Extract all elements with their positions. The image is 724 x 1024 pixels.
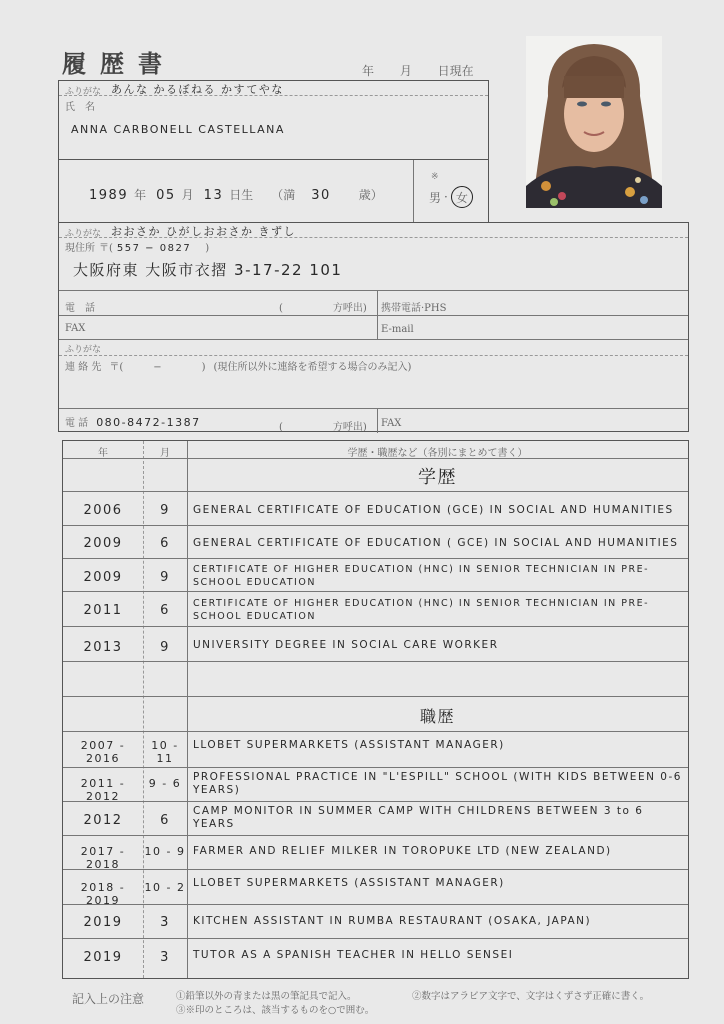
edu-text[interactable]: GENERAL CERTIFICATE OF EDUCATION (GCE) IN SOCIAL AND HUMANITIES [193, 504, 674, 516]
education-heading: 学歴 [418, 467, 457, 488]
fax-label: FAX [65, 323, 86, 334]
address-contact-section [58, 222, 689, 432]
work-year[interactable]: 2012 [83, 813, 123, 828]
alt-phone-call-label: ( 方呼出) [279, 422, 367, 433]
alt-phone-label: 電 話 [65, 418, 89, 429]
birth-day[interactable]: 13 [203, 188, 224, 203]
edu-text[interactable]: GENERAL CERTIFICATE OF EDUCATION ( GCE) IN SOCIAL AND HUMANITIES [193, 537, 679, 549]
work-text[interactable]: PROFESSIONAL PRACTICE IN "L'ESPILL" SCHOOL (WITH KIDS BETWEEN 0-6 YEARS) [193, 771, 682, 796]
work-month[interactable]: 10 - 9 [144, 845, 186, 858]
edu-month[interactable]: 9 [160, 570, 170, 585]
gender-female-circled[interactable]: 女 [451, 186, 473, 208]
work-text[interactable]: CAMP MONITOR IN SUMMER CAMP WITH CHILDRENS BETWEEN 3 to 6 YEARS [193, 805, 644, 830]
work-text[interactable]: LLOBET SUPERMARKETS (ASSISTANT MANAGER) [193, 877, 505, 889]
day-label: 日生 [229, 188, 254, 202]
work-year[interactable]: 2019 [83, 915, 123, 930]
edu-year[interactable]: 2009 [83, 570, 123, 585]
age-value[interactable]: 30 [311, 188, 331, 203]
year-label: 年 [134, 188, 147, 202]
required-mark: ※ [431, 172, 439, 182]
work-year[interactable]: 2011 - 2012 [80, 777, 126, 803]
birth-section [58, 159, 489, 223]
history-table [62, 440, 689, 979]
date-current-label: 年 月 日現在 [362, 64, 474, 78]
alt-contact-label: 連 絡 先 [65, 362, 102, 373]
age-close-label: 歳） [358, 188, 383, 202]
postal-close: ) [205, 243, 210, 254]
name-section [58, 80, 489, 160]
postal-code[interactable]: 557 − 0827 [116, 243, 192, 254]
note-1: ①鉛筆以外の青または黒の筆記具で記入。 [176, 991, 357, 1002]
name-furigana-value[interactable]: あんな かるぼねる かすてやな [111, 83, 284, 96]
col-desc-header: 学歴・職歴など（各別にまとめて書く） [347, 448, 528, 459]
col-month-header: 月 [160, 448, 170, 459]
note-3: ③※印のところは、該当するものを○で囲む。 [176, 1005, 375, 1016]
gender-male[interactable]: 男 [429, 190, 442, 205]
edu-year[interactable]: 2013 [83, 640, 123, 655]
work-year[interactable]: 2017 - 2018 [80, 845, 126, 871]
note-2: ②数字はアラビア文字で、文字はくずさず正確に書く。 [412, 991, 650, 1002]
work-month[interactable]: 9 - 6 [148, 777, 182, 790]
page-title: 履歴書 [62, 49, 176, 78]
work-month[interactable]: 3 [160, 950, 170, 965]
birth-month[interactable]: 05 [156, 188, 176, 203]
edu-text[interactable]: CERTIFICATE OF HIGHER EDUCATION (HNC) IN SENIOR TECHNICIAN IN PRE- SCHOOL EDUCATION [193, 564, 650, 588]
edu-year[interactable]: 2011 [83, 603, 123, 618]
phone-label: 電 話 [65, 303, 95, 314]
age-open-label: （満 [271, 188, 296, 202]
address-label: 現住所 [65, 243, 95, 254]
applicant-photo [526, 36, 662, 208]
work-text[interactable]: TUTOR AS A SPANISH TEACHER IN HELLO SENSEI [193, 949, 514, 961]
address-furigana-label: ふりがな [65, 229, 102, 239]
work-year[interactable]: 2018 - 2019 [80, 881, 126, 907]
work-text[interactable]: FARMER AND RELIEF MILKER IN TOROPUKE LTD (NEW ZEALAND) [193, 845, 612, 857]
work-heading: 職歴 [419, 707, 455, 726]
work-month[interactable]: 6 [160, 813, 170, 828]
edu-text[interactable]: UNIVERSITY DEGREE IN SOCIAL CARE WORKER [193, 639, 499, 651]
work-month[interactable]: 3 [160, 915, 170, 930]
name-value[interactable]: ANNA CARBONELL CASTELLANA [71, 123, 285, 136]
work-text[interactable]: LLOBET SUPERMARKETS (ASSISTANT MANAGER) [193, 739, 505, 751]
col-year-header: 年 [98, 448, 108, 459]
edu-month[interactable]: 9 [160, 640, 170, 655]
month-label: 月 [181, 188, 194, 202]
portrait-image [526, 36, 662, 208]
work-text[interactable]: KITCHEN ASSISTANT IN RUMBA RESTAURANT (OSAKA, JAPAN) [193, 915, 592, 927]
work-month[interactable]: 10 - 2 [144, 881, 186, 894]
notes-title: 記入上の注意 [72, 992, 145, 1006]
edu-month[interactable]: 9 [160, 503, 170, 518]
work-month[interactable]: 10 - 11 [151, 739, 179, 765]
edu-year[interactable]: 2009 [83, 536, 123, 551]
email-label: E-mail [381, 324, 414, 335]
mobile-label: 携帯電話·PHS [381, 303, 447, 314]
edu-month[interactable]: 6 [160, 603, 170, 618]
address-value[interactable]: 大阪府東 大阪市衣摺 3-17-22 101 [73, 261, 343, 279]
work-year[interactable]: 2019 [83, 950, 123, 965]
alt-fax-label: FAX [381, 418, 402, 429]
alt-phone-value[interactable]: 080-8472-1387 [96, 416, 201, 429]
alt-postal: 〒( − ) [109, 362, 206, 373]
postal-mark: 〒( [99, 243, 113, 254]
name-label: 氏 名 [65, 102, 95, 113]
address-furigana-value[interactable]: おおさか ひがしおおさか きずし [111, 225, 296, 238]
birth-year[interactable]: 1989 [89, 188, 129, 203]
furigana-label: ふりがな [65, 87, 102, 97]
phone-call-label: ( 方呼出) [279, 303, 367, 314]
alt-contact-note: (現住所以外に連絡を希望する場合のみ記入) [213, 362, 412, 373]
edu-month[interactable]: 6 [160, 536, 170, 551]
alt-furigana-label: ふりがな [65, 345, 102, 355]
work-year[interactable]: 2007 - 2016 [80, 739, 126, 765]
edu-text[interactable]: CERTIFICATE OF HIGHER EDUCATION (HNC) IN SENIOR TECHNICIAN IN PRE- SCHOOL EDUCATION [193, 598, 650, 622]
edu-year[interactable]: 2006 [83, 503, 123, 518]
gender-separator: · [444, 190, 448, 204]
